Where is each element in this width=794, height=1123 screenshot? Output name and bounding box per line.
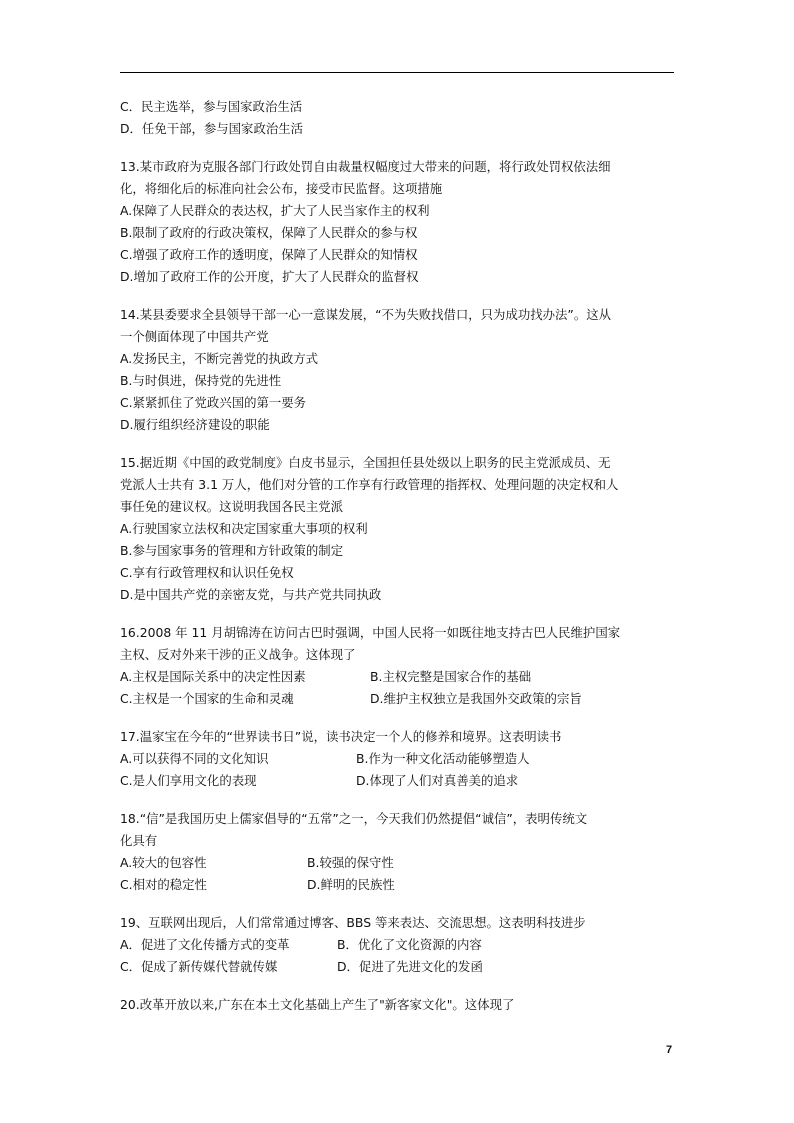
question-stem: 17.温家宝在今年的“世界读书日”说，读书决定一个人的修养和境界。这表明读书 [120,729,562,744]
option-a: A.行驶国家立法权和决定国家重大事项的权利 [120,521,368,536]
question-14 [120,304,676,436]
option-b: B.与时俱进，保持党的先进性 [120,373,282,388]
option-a: A.主权是国际关系中的决定性因素 [120,669,306,684]
option-b: B.限制了政府的行政决策权，保障了人民群众的参与权 [120,225,418,240]
page-number: 7 [666,1044,673,1056]
option-row [120,770,676,792]
question-stem: 20.改革开放以来,广东在本土文化基础上产生了"新客家文化"。这体现了 [120,997,515,1012]
option-row [120,666,676,688]
question-20 [120,994,676,1016]
option-a: A．促进了文化传播方式的变革 [120,937,290,952]
question-13 [120,156,676,288]
option-row [120,956,676,978]
question-stem: 一个侧面体现了中国共产党 [120,329,269,344]
option-c: C.增强了政府工作的透明度，保障了人民群众的知情权 [120,247,418,262]
question-17 [120,726,676,792]
option-c: C.主权是一个国家的生命和灵魂 [120,691,294,706]
option-row [120,874,676,896]
question-12-continuation [120,96,676,140]
question-stem: 16.2008 年 11 月胡锦涛在访问古巴时强调，中国人民将一如既往地支持古巴人民维护国家 [120,625,621,640]
option-d: D.是中国共产党的亲密友党，与共产党共同执政 [120,587,382,602]
question-18 [120,808,676,896]
option-b: B．优化了文化资源的内容 [337,937,482,952]
question-stem: 党派人士共有 3.1 万人，他们对分管的工作享有行政管理的指挥权、处理问题的决定权和人 [120,477,619,492]
question-stem: 化，将细化后的标准向社会公布，接受市民监督。这项措施 [120,181,443,196]
option-c: C．民主选举，参与国家政治生活 [120,99,303,114]
question-stem: 化具有 [120,833,158,848]
option-a: A.发扬民主，不断完善党的执政方式 [120,351,319,366]
option-c: C.享有行政管理权和认识任免权 [120,565,294,580]
option-row [120,934,676,956]
question-16 [120,622,676,710]
option-c: C.相对的稳定性 [120,877,207,892]
question-stem: 15.据近期《中国的政党制度》白皮书显示，全国担任县处级以上职务的民主党派成员、无 [120,455,611,470]
question-stem: 18.“信”是我国历史上儒家倡导的“五常”之一，今天我们仍然提倡“诚信”，表明传统文 [120,811,588,826]
option-c: C．促成了新传媒代替就传媒 [120,959,278,974]
option-d: D.体现了人们对真善美的追求 [356,773,519,788]
option-row [120,852,676,874]
option-d: D．促进了先进文化的发函 [337,959,483,974]
question-stem: 13.某市政府为克服各部门行政处罚自由裁量权幅度过大带来的问题，将行政处罚权依法细 [120,159,611,174]
option-d: D.鲜明的民族性 [307,877,395,892]
question-stem: 主权、反对外来干涉的正义战争。这体现了 [120,647,356,662]
option-row [120,748,676,770]
option-d: D.履行组织经济建设的职能 [120,417,270,432]
option-b: B.较强的保守性 [307,855,394,870]
option-a: A.保障了人民群众的表达权，扩大了人民当家作主的权利 [120,203,430,218]
option-b: B.作为一种文化活动能够塑造人 [356,751,530,766]
option-d: D.维护主权独立是我国外交政策的宗旨 [370,691,582,706]
question-stem: 14.某县委要求全县领导干部一心一意谋发展，“不为失败找借口，只为成功找办法”。这从 [120,307,611,322]
document-body [120,96,676,1032]
option-c: C.紧紧抓住了党政兴国的第一要务 [120,395,307,410]
option-b: B.参与国家事务的管理和方针政策的制定 [120,543,344,558]
option-row [120,688,676,710]
header-rule [120,72,674,73]
question-stem: 19、互联网出现后，人们常常通过博客、BBS 等来表达、交流思想。这表明科技进步 [120,915,586,930]
option-b: B.主权完整是国家合作的基础 [370,669,532,684]
option-c: C.是人们享用文化的表现 [120,773,257,788]
question-19 [120,912,676,978]
option-a: A.较大的包容性 [120,855,207,870]
option-a: A.可以获得不同的文化知识 [120,751,269,766]
option-d: D．任免干部，参与国家政治生活 [120,121,304,136]
question-stem: 事任免的建议权。这说明我国各民主党派 [120,499,344,514]
question-15 [120,452,676,606]
option-d: D.增加了政府工作的公开度，扩大了人民群众的监督权 [120,269,419,284]
